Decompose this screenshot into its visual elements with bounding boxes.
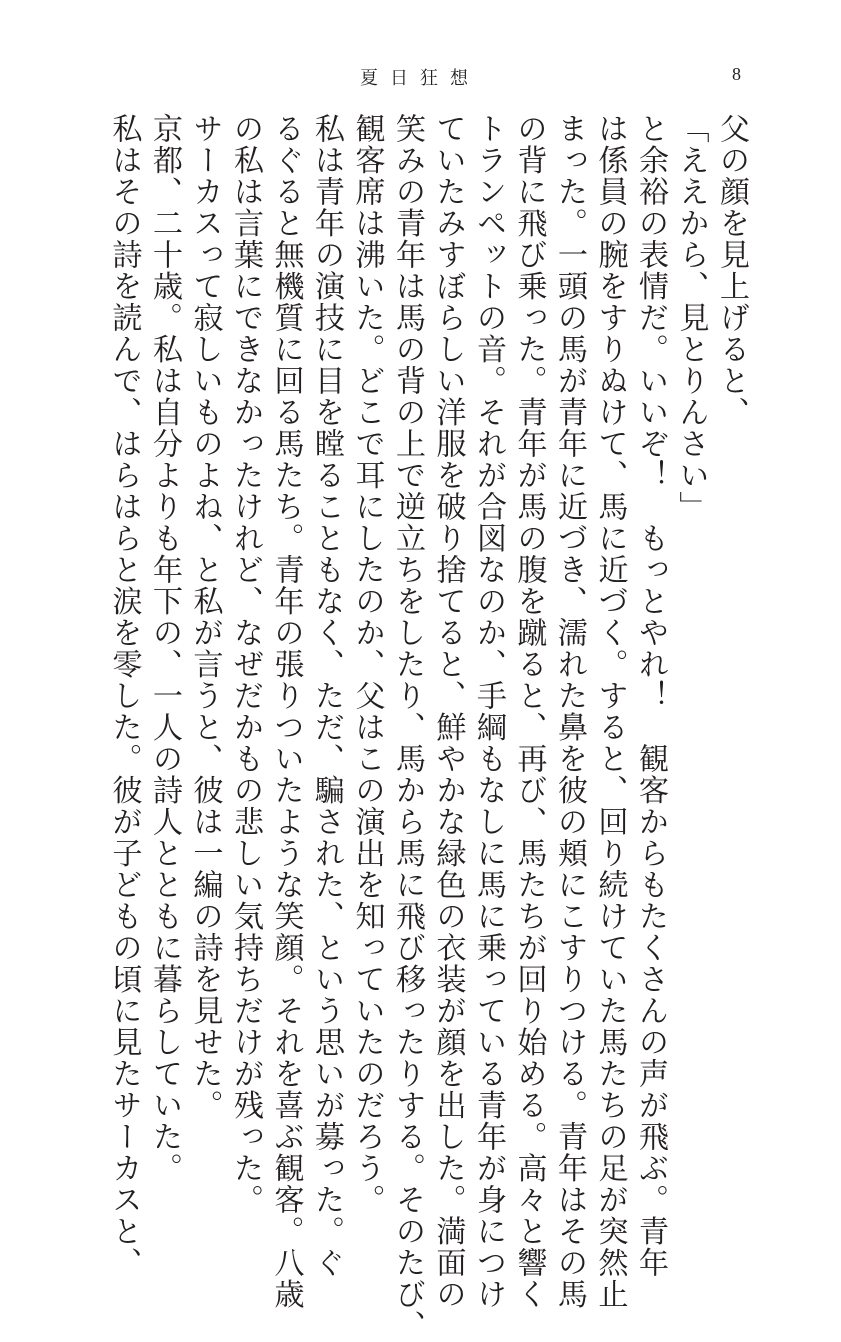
text-line: るぐると無機質に回る馬たち。青年の張りついたような笑顔。それを喜ぶ観客。八歳 xyxy=(268,113,304,1310)
text-line: と余裕の表情だ。いいぞ！ もっとやれ！ 観客からもたくさんの声が飛ぶ。青年 xyxy=(633,113,668,1279)
text-line: の背に飛び乗った。青年が馬の腹を蹴ると、再び、馬たちが回り始める。高々と響く xyxy=(511,113,547,1310)
text-line: の私は言葉にできなかったけれど、なぜだかもの悲しい気持ちだけが残った。 xyxy=(228,113,263,1216)
body-text xyxy=(103,113,751,1342)
text-line: 観客席は沸いた。どこで耳にしたのか、父はこの演出を知っていたのだろう。 xyxy=(349,113,385,1216)
text-line: トランペットの音。それが合図なのか、手綱もなしに馬に乗っている青年が身につけ xyxy=(471,113,506,1310)
text-line: は係員の腕をすりぬけて、馬に近づく。すると、回り続けていた馬たちの足が突然止 xyxy=(592,113,628,1310)
text-line: 「ええから、見とりんさい」 xyxy=(673,113,709,523)
text-line: ていたみすぼらしい洋服を破り捨てると、鮮やかな緑色の衣装が顔を出した。満面の xyxy=(430,113,466,1310)
text-line: 私は青年の演技に目を瞠ることもなく、ただ、騙された、という思いが募った。ぐ xyxy=(309,113,344,1279)
running-head: 夏日狂想 xyxy=(360,68,480,89)
text-line: まった。一頭の馬が青年に近づき、濡れた鼻を彼の頬にこすりつける。青年はその馬 xyxy=(552,113,587,1310)
text-line: サーカスって寂しいものよね、と私が言うと、彼は一編の詩を見せた。 xyxy=(187,113,223,1121)
text-line: 笑みの青年は馬の背の上で逆立ちをしたり、馬から馬に飛び移ったりする。そのたび、 xyxy=(390,113,425,1342)
text-line: 父の顔を見上げると、 xyxy=(714,113,749,428)
text-line: 私はその詩を読んで、はらはらと涙を零した。彼が子どもの頃に見たサーカスと、 xyxy=(106,113,142,1279)
text-line: 京都、二十歳。私は自分よりも年下の、一人の詩人とともに暮らしていた。 xyxy=(147,113,182,1184)
page-number: 8 xyxy=(732,64,741,84)
